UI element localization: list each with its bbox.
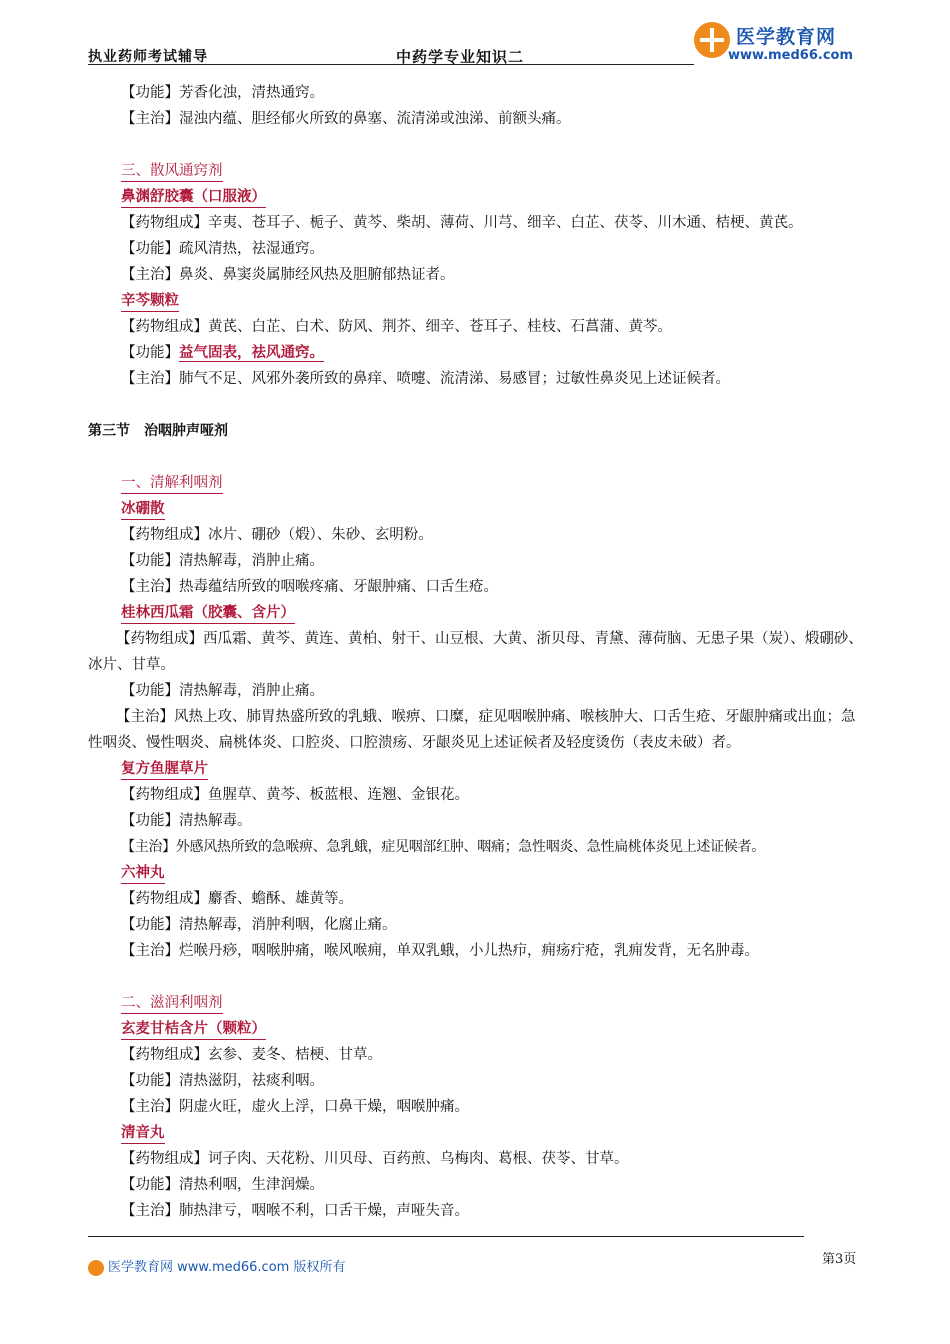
text-line: 【主治】湿浊内蕴、胆经郁火所致的鼻塞、流清涕或浊涕、前额头痛。 bbox=[121, 111, 571, 127]
formula-title: 清音丸 bbox=[121, 1123, 165, 1144]
text-line: 【主治】烂喉丹痧，咽喉肿痛，喉风喉痈，单双乳蛾，小儿热疖，痈疡疔疮，乳痈发背，无名肿毒。 bbox=[121, 943, 759, 959]
text-line: 【功能】清热解毒，消肿止痛。 bbox=[121, 553, 324, 569]
text-line: 【药物组成】麝香、蟾酥、雄黄等。 bbox=[121, 891, 353, 907]
text-paragraph: 【药物组成】西瓜霜、黄芩、黄连、黄柏、射干、山豆根、大黄、浙贝母、青黛、薄荷脑、无患子果（炭）、煅硼砂、冰片、甘草。 bbox=[88, 631, 863, 673]
text-line bbox=[88, 340, 868, 366]
header-center-title: 中药学专业知识二 bbox=[396, 48, 525, 66]
text-line: 【药物组成】玄参、麦冬、桔梗、甘草。 bbox=[121, 1047, 382, 1063]
text-line: 【药物组成】鱼腥草、黄芩、板蓝根、连翘、金银花。 bbox=[121, 787, 469, 803]
text-line: 【药物组成】冰片、硼砂（煅）、朱砂、玄明粉。 bbox=[121, 527, 433, 543]
text-line: 【药物组成】辛夷、苍耳子、栀子、黄芩、柴胡、薄荷、川芎、细辛、白芷、茯苓、川木通、桔梗、黄芪。 bbox=[121, 215, 803, 231]
text-line: 【药物组成】黄芪、白芷、白术、防风、荆芥、细辛、苍耳子、桂枝、石菖蒲、黄芩。 bbox=[121, 319, 672, 335]
formula-title: 桂林西瓜霜（胶囊、含片） bbox=[121, 603, 295, 624]
section-heading: 二、滋润利咽剂 bbox=[121, 993, 223, 1014]
formula-title: 六神丸 bbox=[121, 863, 165, 884]
text-label: 【功能】 bbox=[121, 345, 179, 361]
formula-title: 复方鱼腥草片 bbox=[121, 759, 208, 780]
text-line: 【功能】清热解毒，消肿止痛。 bbox=[121, 683, 324, 699]
text-line: 【功能】清热解毒。 bbox=[121, 813, 252, 829]
site-logo bbox=[694, 20, 874, 66]
section-heading: 一、清解利咽剂 bbox=[121, 473, 223, 494]
page-number: 第3页 bbox=[822, 1252, 857, 1267]
section-heading: 三、散风通窍剂 bbox=[121, 161, 223, 182]
formula-title: 玄麦甘桔含片（颗粒） bbox=[121, 1019, 266, 1040]
text-paragraph: 【主治】风热上攻、肺胃热盛所致的乳蛾、喉痹、口糜，症见咽喉肿痛、喉核肿大、口舌生疮、牙龈肿痛或出血；急性咽炎、慢性咽炎、扁桃体炎、口腔炎、口腔溃疡、牙龈炎见上述证候者及轻度烫伤（表皮未破）者。 bbox=[88, 709, 856, 751]
text-line: 【功能】清热利咽，生津润燥。 bbox=[121, 1177, 324, 1193]
logo-cross-icon bbox=[694, 22, 730, 58]
text-line: 【主治】外感风热所致的急喉痹、急乳蛾，症见咽部红肿、咽痛；急性咽炎、急性扁桃体炎见上述证候者。 bbox=[121, 839, 765, 855]
header-left-title: 执业药师考试辅导 bbox=[88, 49, 208, 65]
text-line: 【主治】阴虚火旺，虚火上浮，口鼻干燥，咽喉肿痛。 bbox=[121, 1099, 469, 1115]
logo-url: www.med66.com bbox=[728, 48, 854, 63]
page-header bbox=[88, 18, 868, 66]
text-line: 【功能】清热滋阴，祛痰利咽。 bbox=[121, 1073, 324, 1089]
formula-title: 鼻渊舒胶囊（口服液） bbox=[121, 187, 266, 208]
highlighted-text: 益气固表，祛风通窍。 bbox=[179, 344, 324, 361]
text-line: 【主治】鼻炎、鼻窦炎属肺经风热及胆腑郁热证者。 bbox=[121, 267, 455, 283]
document-body bbox=[88, 80, 868, 1224]
text-line: 【药物组成】诃子肉、天花粉、川贝母、百药煎、乌梅肉、葛根、茯苓、甘草。 bbox=[121, 1151, 629, 1167]
text-line: 【功能】疏风清热，祛湿通窍。 bbox=[121, 241, 324, 257]
text-line: 【功能】芳香化浊，清热通窍。 bbox=[121, 85, 324, 101]
text-line: 【主治】热毒蕴结所致的咽喉疼痛、牙龈肿痛、口舌生疮。 bbox=[121, 579, 498, 595]
chapter-heading: 第三节 治咽肿声哑剂 bbox=[88, 423, 228, 439]
footer-copyright: 医学教育网 www.med66.com 版权所有 bbox=[108, 1260, 346, 1275]
logo-name: 医学教育网 bbox=[736, 26, 837, 48]
text-line: 【功能】清热解毒，消肿利咽，化腐止痛。 bbox=[121, 917, 397, 933]
text-line: 【主治】肺气不足、风邪外袭所致的鼻痒、喷嚏、流清涕、易感冒；过敏性鼻炎见上述证候者。 bbox=[121, 371, 730, 387]
text-line: 【主治】肺热津亏，咽喉不利，口舌干燥，声哑失音。 bbox=[121, 1203, 469, 1219]
page-footer bbox=[88, 1256, 345, 1276]
formula-title: 辛芩颗粒 bbox=[121, 291, 179, 312]
footer-rule bbox=[88, 1236, 804, 1237]
footer-logo-icon bbox=[88, 1260, 104, 1276]
formula-title: 冰硼散 bbox=[121, 499, 165, 520]
